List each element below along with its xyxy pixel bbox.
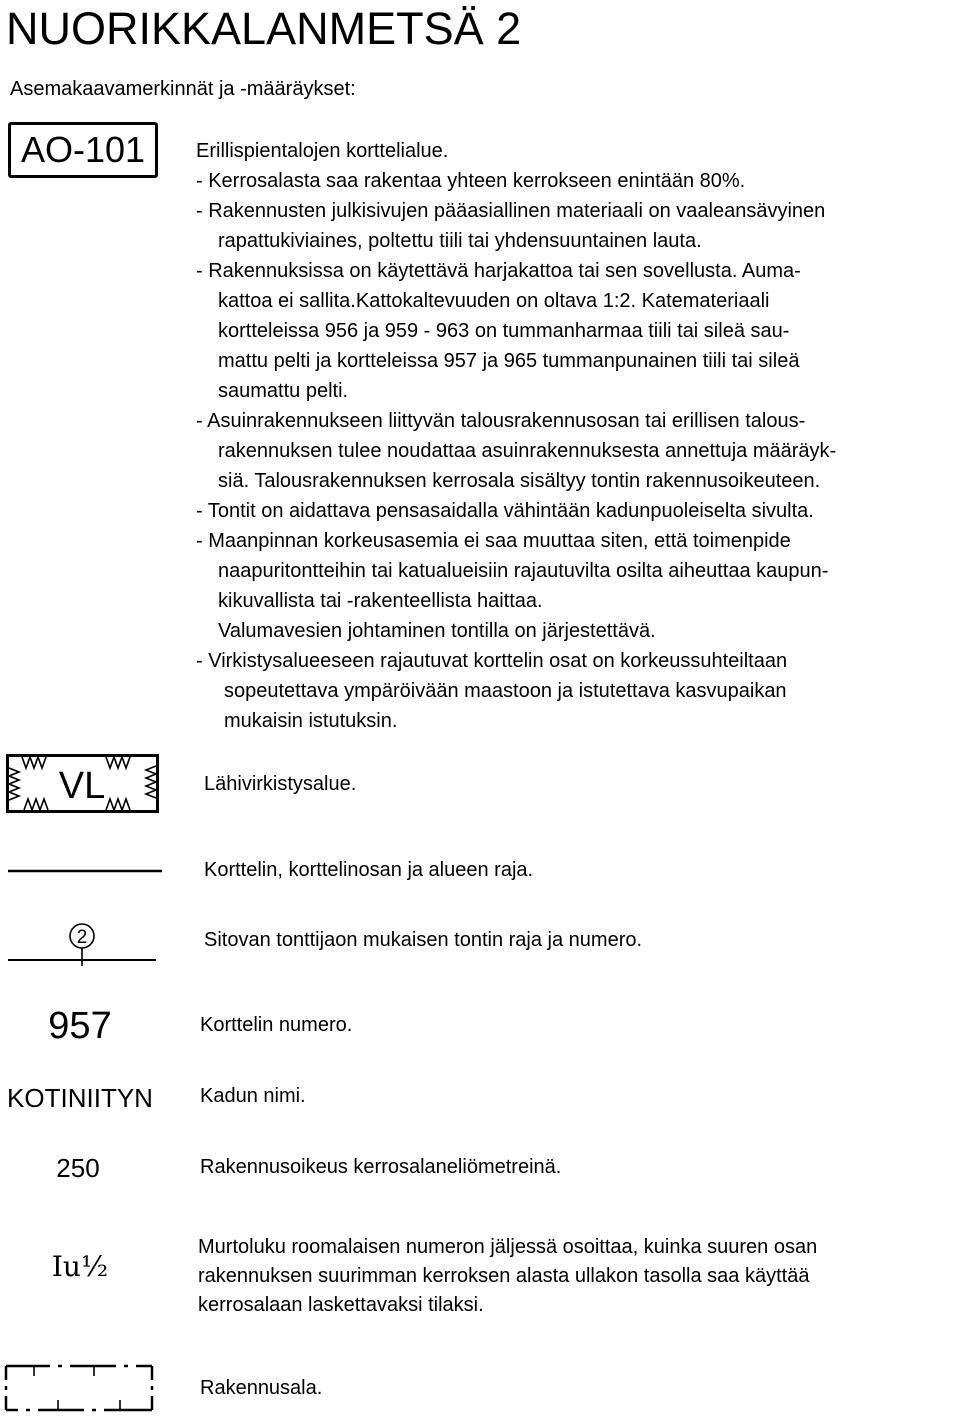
block-number-description: Korttelin numero. (200, 1014, 353, 1036)
fraction-description (198, 1233, 817, 1320)
fraction-symbol: Iu½ (51, 1250, 109, 1283)
boundary-description: Korttelin, korttelinosan ja alueen raja. (204, 859, 534, 881)
plot-description: Sitovan tonttijaon mukaisen tontin raja ja numero. (204, 929, 643, 951)
regulation-line: rakennuksen tulee noudattaa asuinrakennuksesta annettuja määräyk- (218, 440, 837, 462)
floor-area-description: Rakennusoikeus kerrosalaneliömetreinä. (200, 1156, 562, 1178)
vl-description: Lähivirkistysalue. (204, 773, 357, 795)
vl-symbol (6, 754, 166, 816)
regulation-line: sopeutettava ympäröivään maastoon ja istutettava kasvupaikan (224, 680, 787, 702)
boundary-line-symbol (6, 866, 166, 876)
plot-boundary-symbol (6, 920, 166, 970)
building-area-description: Rakennusala. (200, 1377, 323, 1399)
fraction-description-line: Murtoluku roomalaisen numeron jäljessä osoittaa, kuinka suuren osan (198, 1236, 818, 1258)
block-number-symbol: 957 (48, 1005, 112, 1047)
regulation-line: siä. Talousrakennuksen kerrosala sisältyy tontin rakennusoikeuteen. (218, 470, 821, 492)
regulation-line: saumattu pelti. (218, 380, 349, 402)
ao-101-heading: Erillispientalojen korttelialue. (196, 140, 449, 162)
fraction-description-line: rakennuksen suurimman kerroksen alasta ullakon tasolla saa käyttää (198, 1265, 810, 1287)
regulation-line: - Asuinrakennukseen liittyvän talousrakennusosan tai erillisen talous- (196, 410, 806, 432)
page-title: NUORIKKALANMETSÄ 2 (6, 3, 522, 54)
regulation-line: Valumavesien johtaminen tontilla on järjestettävä. (218, 620, 656, 642)
regulation-line: rapattukiviaines, poltettu tiili tai yhdensuuntainen lauta. (218, 230, 702, 252)
regulation-line: - Virkistysalueeseen rajautuvat korttelin osat on korkeussuhteiltaan (196, 650, 788, 672)
plot-number: 2 (76, 927, 88, 948)
regulation-line: kikuvallista tai -rakenteellista haittaa. (218, 590, 543, 612)
regulation-line: mattu pelti ja kortteleissa 957 ja 965 tummanpunainen tiili tai sileä (218, 350, 800, 372)
vl-symbol-label: VL (58, 765, 106, 807)
regulation-line: - Rakennuksissa on käytettävä harjakattoa tai sen sovellusta. Auma- (196, 260, 801, 282)
ao-101-symbol: AO-101 (8, 122, 158, 178)
regulation-line: kattoa ei sallita.Kattokaltevuuden on oltava 1:2. Katemateriaali (218, 290, 770, 312)
regulation-line: - Rakennusten julkisivujen pääasiallinen materiaali on vaaleansävyinen (196, 200, 826, 222)
building-area-symbol (4, 1362, 164, 1414)
regulation-line: - Kerrosalasta saa rakentaa yhteen kerrokseen enintään 80%. (196, 170, 746, 192)
floor-area-symbol: 250 (56, 1153, 100, 1183)
page-subtitle: Asemakaavamerkinnät ja -määräykset: (10, 78, 356, 100)
regulation-line: kortteleissa 956 ja 959 - 963 on tummanharmaa tiili tai sileä sau- (218, 320, 790, 342)
regulation-line: mukaisin istutuksin. (224, 710, 398, 732)
ao-101-regulations (196, 136, 958, 736)
fraction-description-line: kerrosalaan laskettavaksi tilaksi. (198, 1294, 484, 1316)
street-name-description: Kadun nimi. (200, 1085, 306, 1107)
regulation-line: - Tontit on aidattava pensasaidalla vähintään kadunpuoleiselta sivulta. (196, 500, 814, 522)
regulation-line: naapuritontteihin tai katualueisiin rajautuvilta osilta aiheuttaa kaupun- (218, 560, 829, 582)
street-name-symbol: KOTINIITYN (7, 1083, 153, 1113)
regulation-line: - Maanpinnan korkeusasemia ei saa muuttaa siten, että toimenpide (196, 530, 791, 552)
